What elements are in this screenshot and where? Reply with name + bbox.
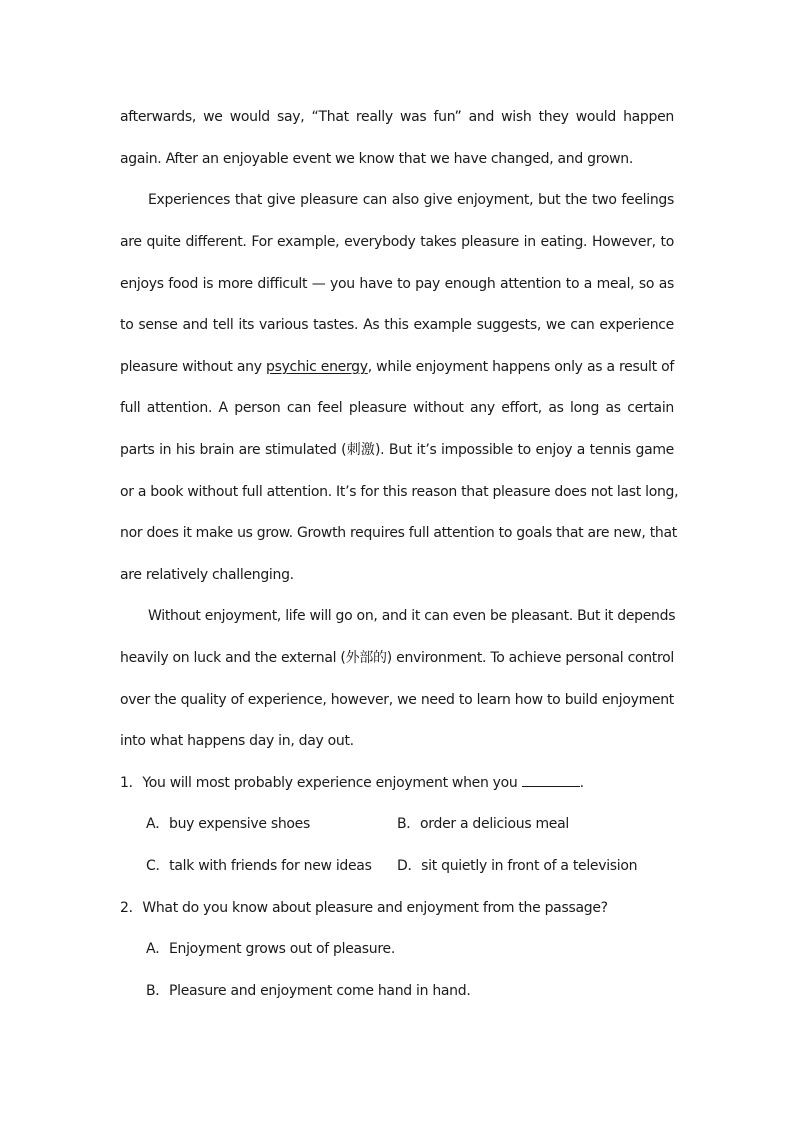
- question-number: 2．: [120, 900, 143, 916]
- passage-text: pleasure without any: [120, 359, 266, 375]
- question-stem: You will most probably experience enjoyment when you: [142, 775, 522, 791]
- option-c: C．talk with friends for new ideas: [146, 858, 372, 874]
- question-2: [120, 897, 674, 919]
- passage-line: enjoys food is more difficult — you have to pay enough attention to a meal, so as: [120, 276, 674, 292]
- passage-text: , while enjoyment happens only as a result of: [367, 359, 675, 375]
- answer-blank: [522, 772, 580, 787]
- question-stem-end: .: [579, 775, 584, 791]
- passage-line: are relatively challenging.: [120, 567, 294, 583]
- passage-line: to sense and tell its various tastes. As this example suggests, we can experience: [120, 317, 674, 333]
- option-b: B．Pleasure and enjoyment come hand in hand.: [146, 983, 471, 999]
- passage-line: heavily on luck and the external (外部的) environment. To achieve personal control: [120, 650, 674, 666]
- question-stem: What do you know about pleasure and enjoyment from the passage?: [142, 900, 608, 916]
- option-d: D．sit quietly in front of a television: [397, 858, 638, 874]
- passage-line: or a book without full attention. It’s for this reason that pleasure does not last long,: [120, 484, 679, 500]
- question-1: [120, 772, 674, 794]
- option-a: A．buy expensive shoes: [146, 816, 310, 832]
- passage-line: into what happens day in, day out.: [120, 733, 354, 749]
- question-number: 1．: [120, 775, 143, 791]
- passage-line: Without enjoyment, life will go on, and it can even be pleasant. But it depends: [148, 608, 676, 624]
- passage-line: full attention. A person can feel pleasure without any effort, as long as certain: [120, 400, 674, 416]
- passage-line: Experiences that give pleasure can also give enjoyment, but the two feelings: [148, 192, 674, 208]
- passage-line: parts in his brain are stimulated (刺激). But it’s impossible to enjoy a tennis game: [120, 442, 674, 458]
- passage-line: afterwards, we would say, “That really was fun” and wish they would happen: [120, 109, 674, 125]
- passage-line: nor does it make us grow. Growth requires full attention to goals that are new, that: [120, 525, 677, 541]
- psychic-energy-term: psychic energy: [265, 359, 368, 375]
- passage-line: [120, 356, 674, 378]
- option-b: B．order a delicious meal: [397, 816, 569, 832]
- option-a: A．Enjoyment grows out of pleasure.: [146, 941, 395, 957]
- passage-line: over the quality of experience, however, we need to learn how to build enjoyment: [120, 692, 674, 708]
- passage-line: are quite different. For example, everybody takes pleasure in eating. However, to: [120, 234, 674, 250]
- passage-line: again. After an enjoyable event we know that we have changed, and grown.: [120, 151, 633, 167]
